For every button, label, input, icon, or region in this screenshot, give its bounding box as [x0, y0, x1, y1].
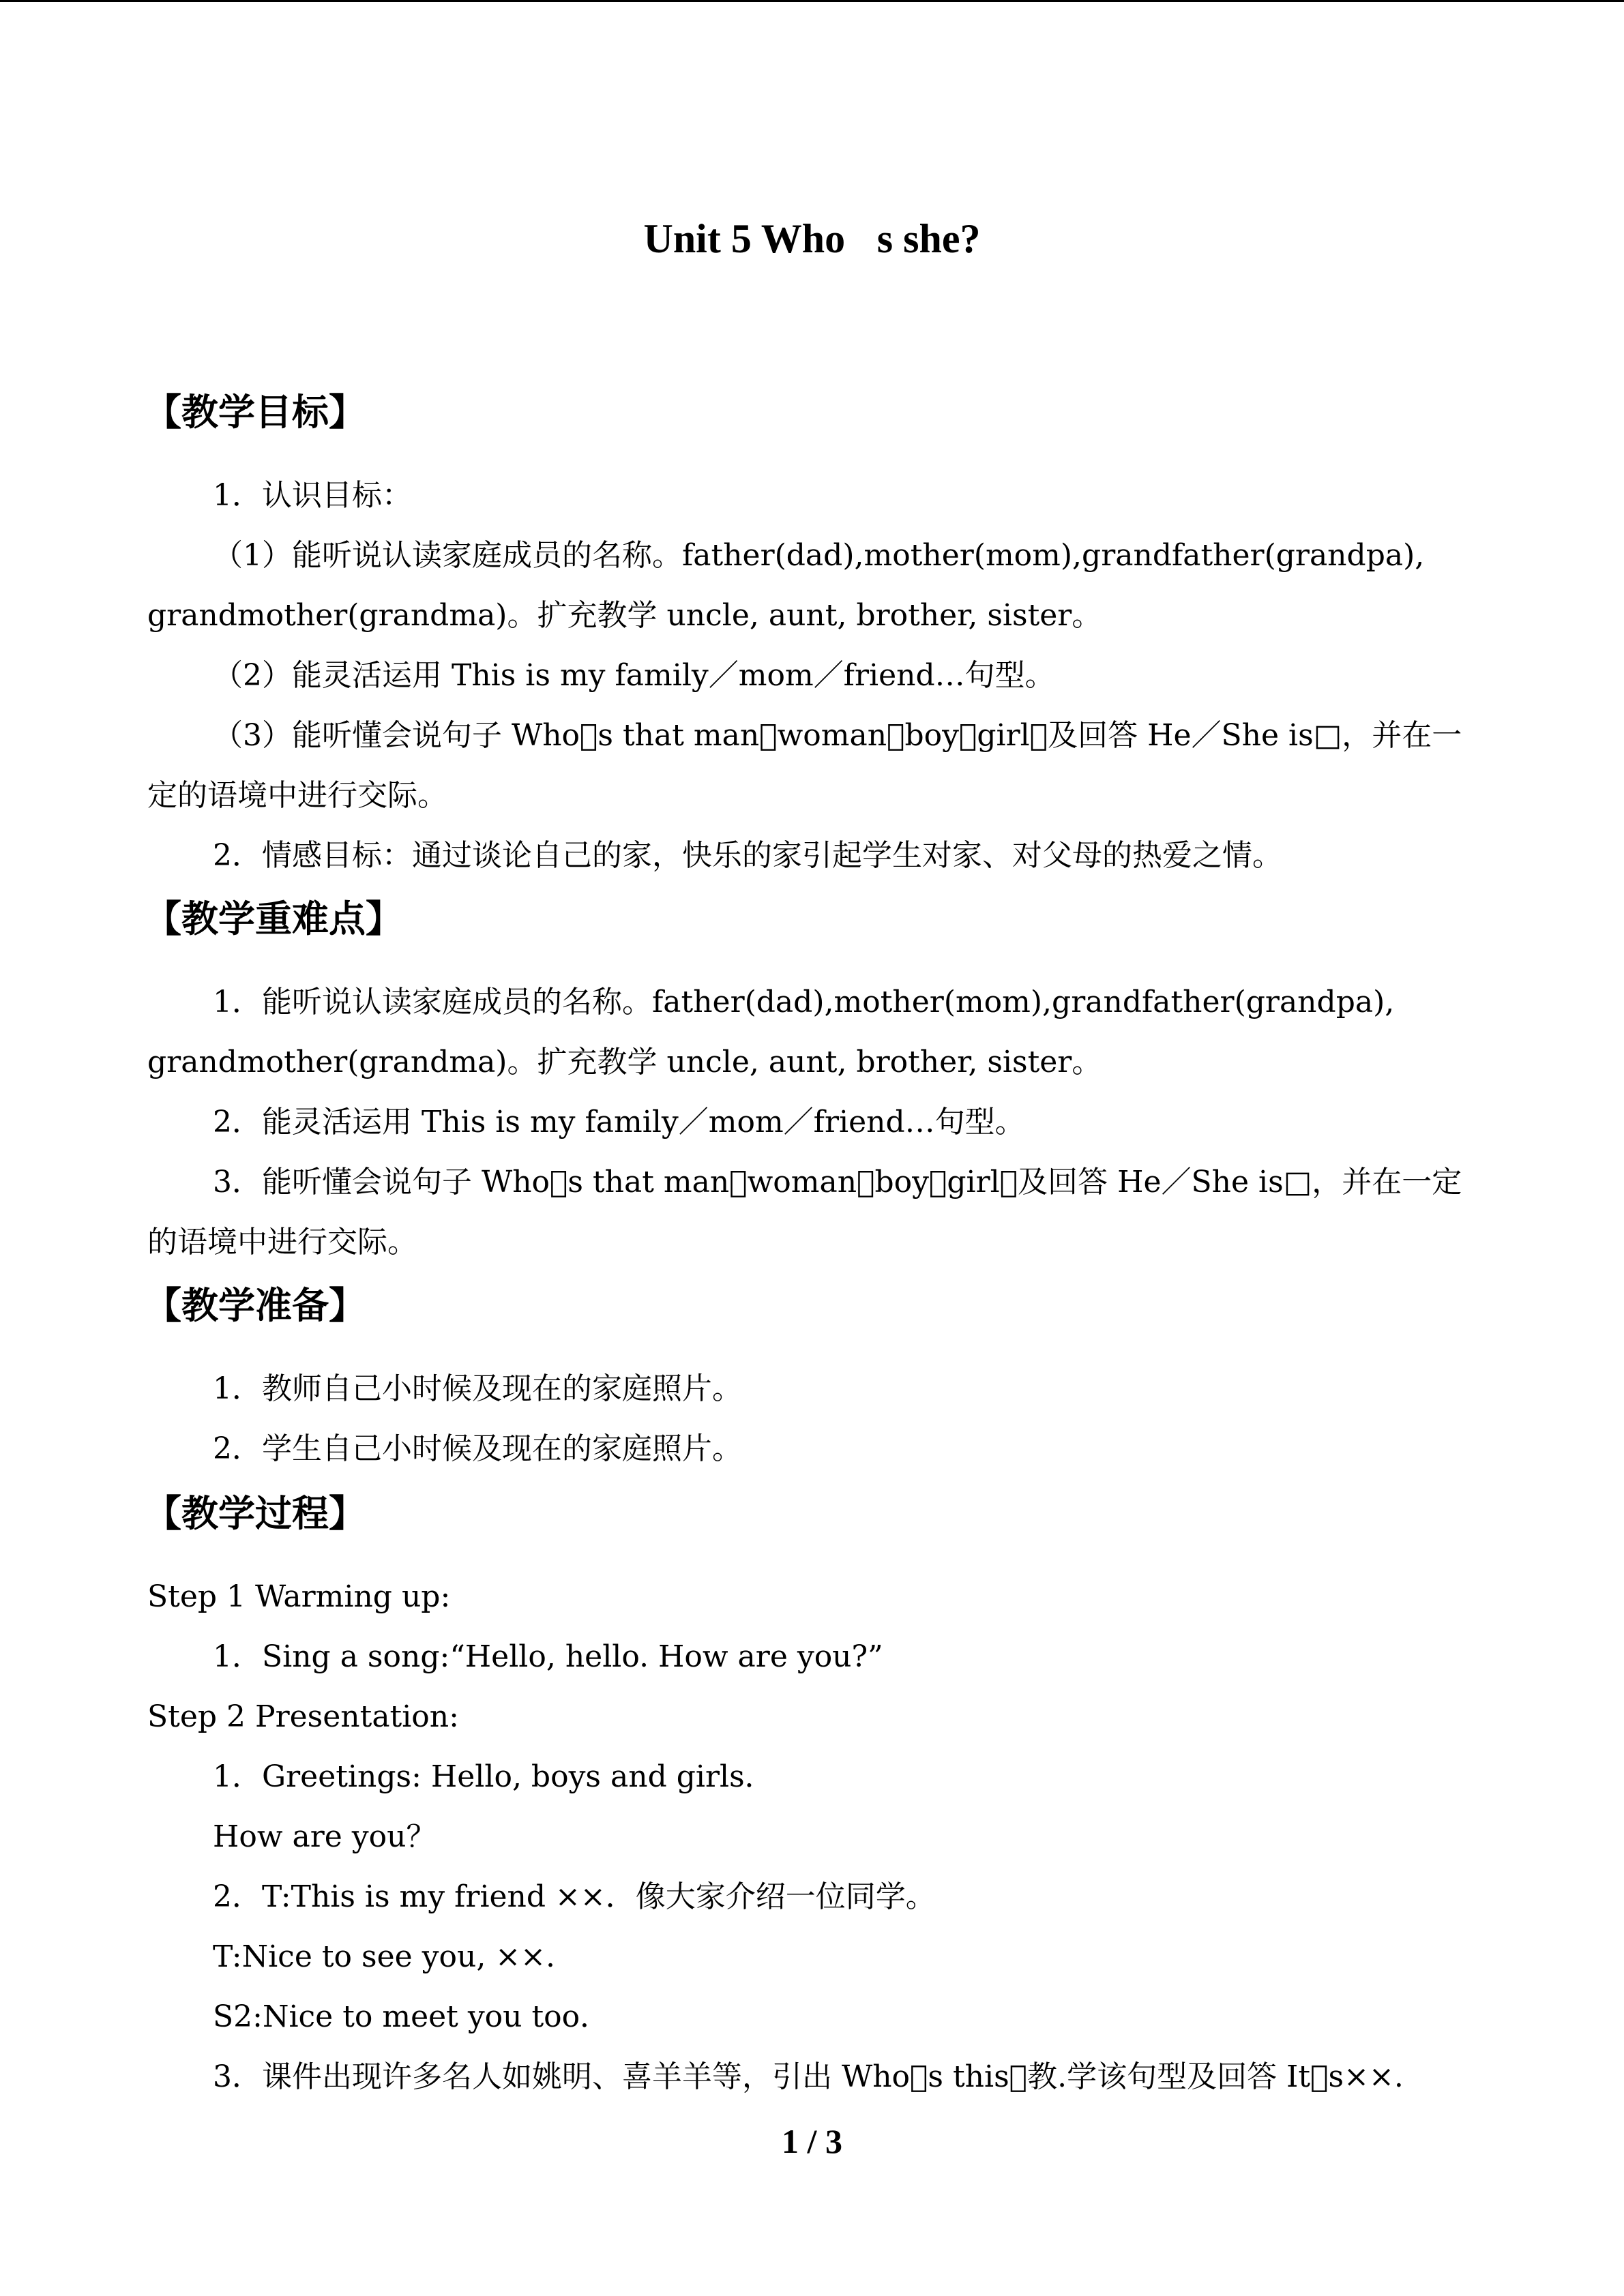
section-heading-objectives: 【教学目标】	[145, 391, 366, 434]
key-points-line: 3．能听懂会说句子 Who s that man／woman／boy／girl？及回答 He／She is□，并在一定	[213, 1165, 1462, 1199]
page-title: Unit 5 Who s she?	[643, 216, 981, 261]
objectives-line: （3）能听懂会说句子 Who s that man／woman／boy／girl？及回答 He／She is□，并在一	[213, 718, 1462, 753]
process-line: 3．课件出现许多名人如姚明、喜羊羊等，引出 Who s this？教.学该句型及回答 It s××.	[213, 2059, 1404, 2094]
process-line: T:Nice to see you, ××.	[213, 1939, 556, 1974]
process-line: Step 1 Warming up:	[147, 1579, 451, 1614]
section-heading-preparation: 【教学准备】	[145, 1284, 366, 1327]
section-heading-process: 【教学过程】	[145, 1492, 366, 1535]
page-indicator: 1 / 3	[782, 2122, 842, 2160]
key-points-line: 2．能灵活运用 This is my family／mom／friend…句型。	[213, 1105, 1025, 1139]
preparation-line: 2．学生自己小时候及现在的家庭照片。	[213, 1431, 742, 1466]
preparation-line: 1．教师自己小时候及现在的家庭照片。	[213, 1371, 742, 1406]
objectives-line: （2）能灵活运用 This is my family／mom／friend…句型。	[213, 658, 1055, 693]
objectives-line: 2．情感目标：通过谈论自己的家，快乐的家引起学生对家、对父母的热爱之情。	[213, 838, 1282, 873]
objectives-line: 1．认识目标：	[213, 478, 412, 513]
process-line: How are you？	[213, 1819, 437, 1854]
process-line: S2:Nice to meet you too．	[213, 1999, 610, 2034]
key-points-line: 1．能听说认读家庭成员的名称。father(dad),mother(mom),grandfather(grandpa),	[213, 985, 1395, 1019]
objectives-line: 定的语境中进行交际。	[147, 778, 447, 813]
key-points-line: 的语境中进行交际。	[147, 1225, 417, 1259]
objectives-line: （1）能听说认读家庭成员的名称。father(dad),mother(mom),grandfather(grandpa),	[213, 538, 1425, 573]
objectives-line: grandmother(grandma)。扩充教学 uncle, aunt, brother, sister。	[147, 598, 1102, 633]
key-points-line: grandmother(grandma)。扩充教学 uncle, aunt, brother, sister。	[147, 1045, 1102, 1079]
process-line: 2．T:This is my friend ××．像大家介绍一位同学。	[213, 1879, 936, 1914]
process-line: 1．Greetings: Hello, boys and girls．	[213, 1759, 775, 1794]
process-line: Step 2 Presentation:	[147, 1699, 459, 1734]
process-line: 1．Sing a song:“Hello, hello. How are you?”	[213, 1639, 883, 1674]
section-heading-key-points: 【教学重难点】	[145, 897, 402, 940]
